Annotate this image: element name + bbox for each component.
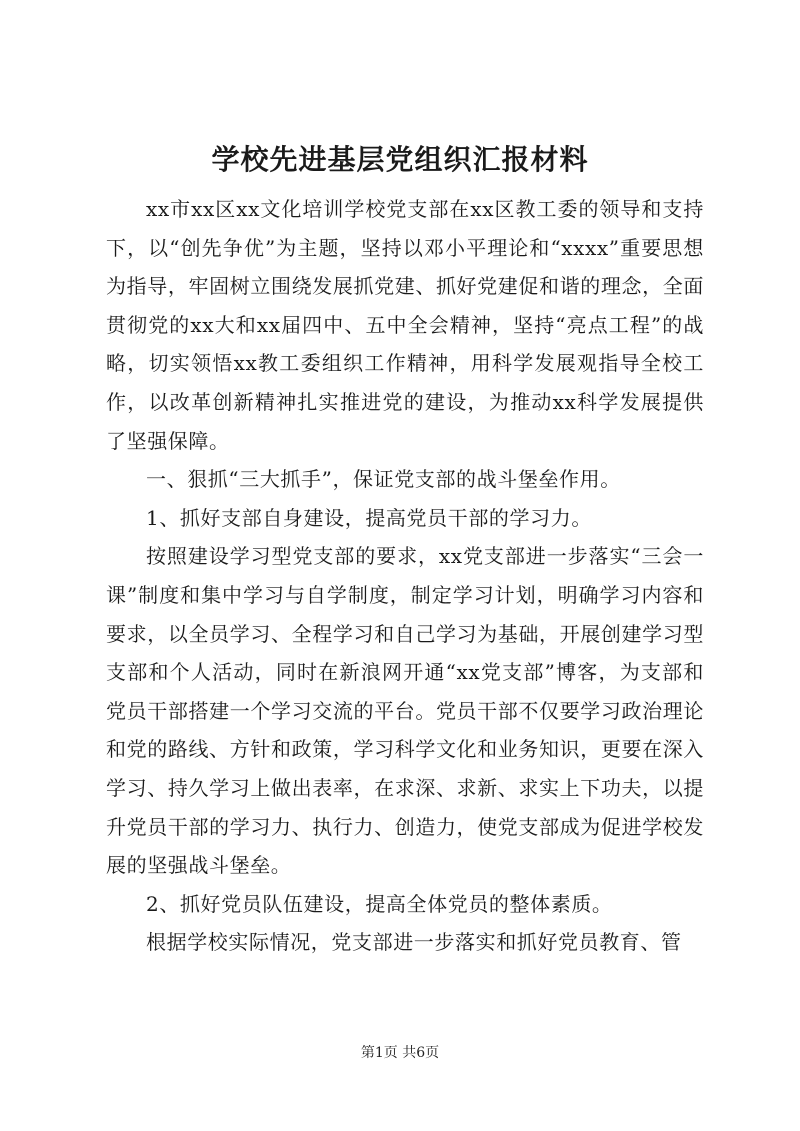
paragraph-members: 根据学校实际情况，党支部进一步落实和抓好党员教育、管 [146,930,682,955]
subsection-heading-2: 2、抓好党员队伍建设，提高全体党员的整体素质。 [146,891,613,916]
document-title: 学校先进基层党组织汇报材料 [211,143,589,176]
page-number: 第1页 共6页 [360,1045,440,1061]
paragraph-intro: xx市xx区xx文化培训学校党支部在xx区教工委的领导和支持下，以“创先争优”为主题，坚持以邓小平理论和“xxxx”重要思想为指导，牢固树立围绕发展抓党建、抓好党建促和谐的理念，全面贯彻党的xx大和xx届四中、五中全会精神，坚持“亮点工程”的战略，切实领悟xx教工委组织工作精神，用科学发展观指导全校工作，以改革创新精神扎实推进党的建设，为推动xx科学发展提供了坚强保障。 [106,197,704,453]
document-body [106,190,704,962]
paragraph-study: 按照建设学习型党支部的要求，xx党支部进一步落实“三会一课”制度和集中学习与自学制度，制定学习计划，明确学习内容和要求，以全员学习、全程学习和自己学习为基础，开展创建学习型支部和个人活动，同时在新浪网开通“xx党支部”博客，为支部和党员干部搭建一个学习交流的平台。党员干部不仅要学习政治理论和党的路线、方针和政策，学习科学文化和业务知识，更要在深入学习、持久学习上做出表率，在求深、求新、求实上下功夫，以提升党员干部的学习力、执行力、创造力，使党支部成为促进学校发展的坚强战斗堡垒。 [106,544,704,878]
section-heading-1: 一、狠抓“三大抓手”，保证党支部的战斗堡垒作用。 [146,467,621,492]
subsection-heading-1: 1、抓好支部自身建设，提高党员干部的学习力。 [146,505,592,530]
